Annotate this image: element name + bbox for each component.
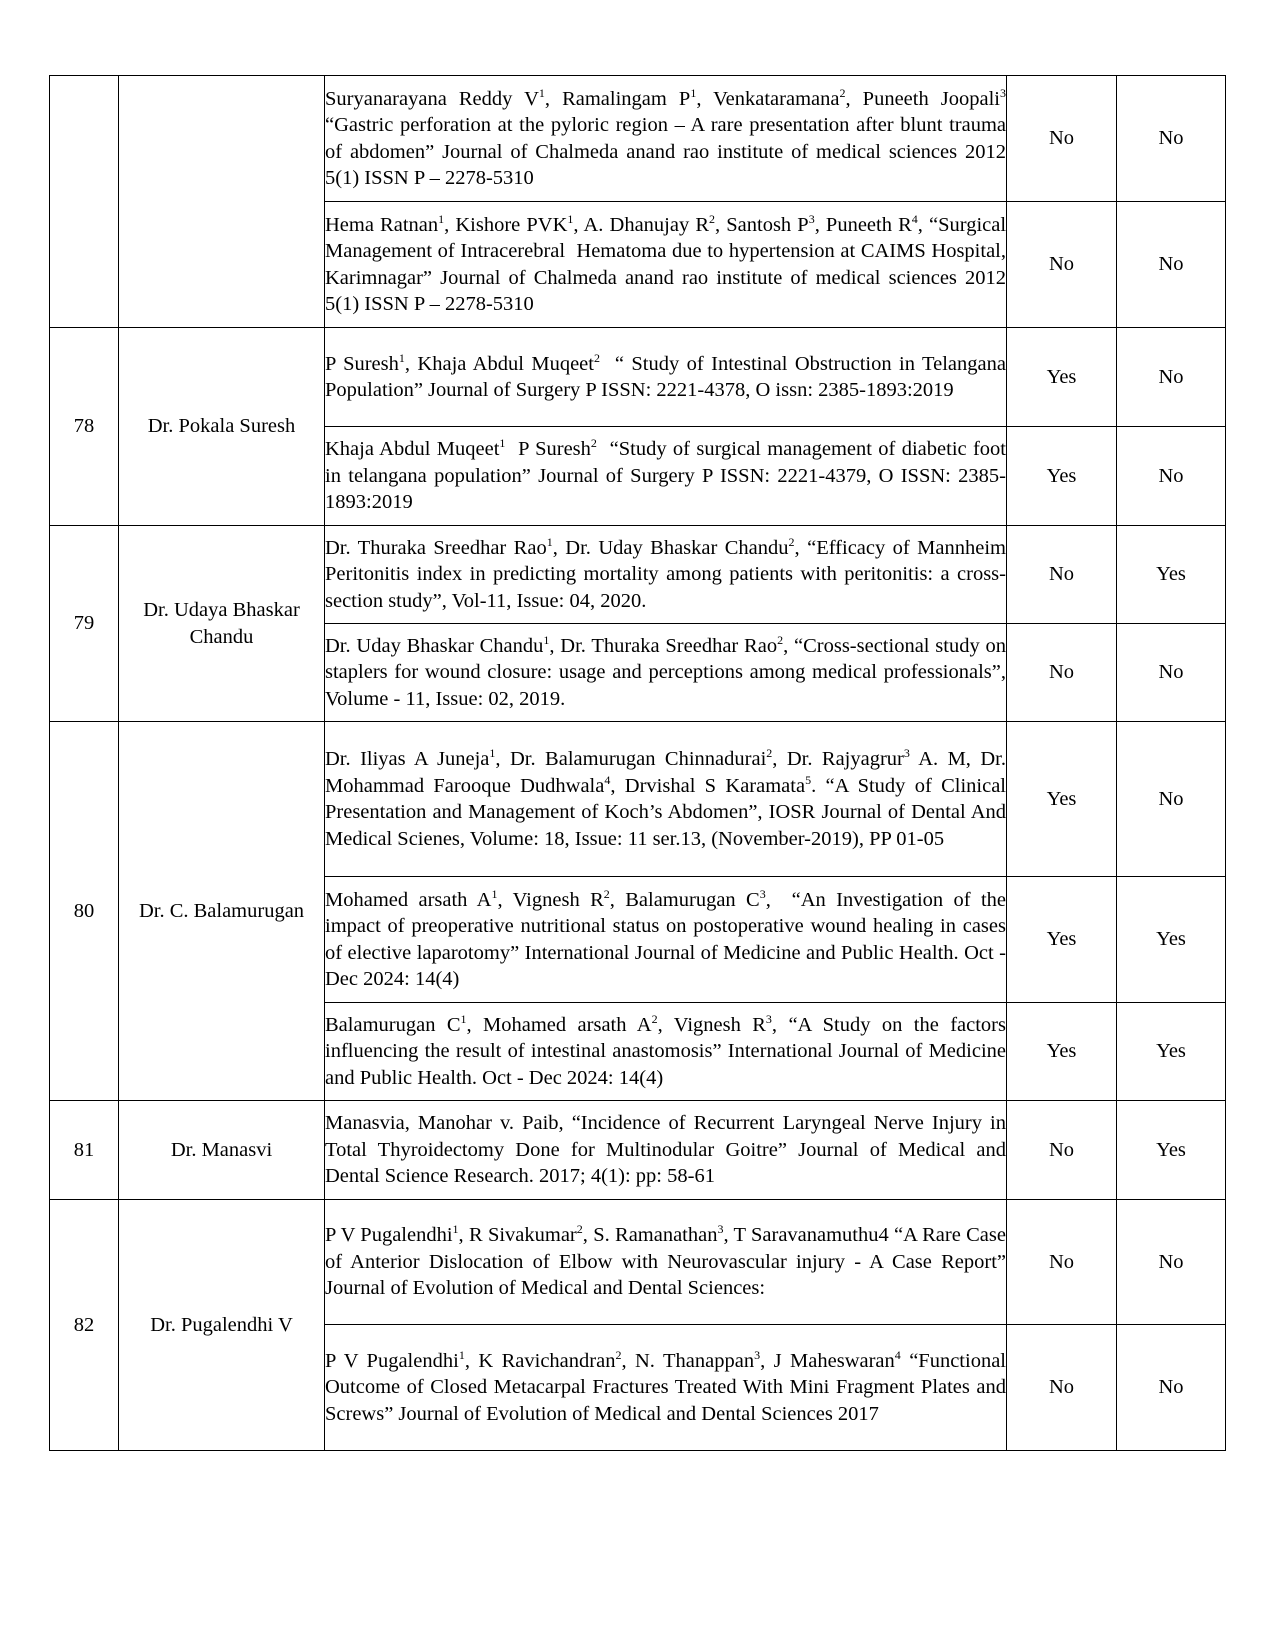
citation-text: , “Cross-sectional study on staplers for wound closure: usage and perceptions among medical professionals”, Volume - 11, Issue: 02, 2019. [325,634,1012,710]
author-affiliation-superscript: 3 [717,1222,724,1237]
publication-citation-cell [325,1003,1012,1101]
author-affiliation-superscript: 2 [651,1011,658,1026]
author-affiliation-superscript: 2 [777,632,784,647]
author-affiliation-superscript: 1 [538,85,545,100]
citation-text: Suryanarayana Reddy V [325,87,539,110]
table-row [50,76,1226,202]
author-affiliation-superscript: 4 [911,211,918,226]
citation-text: P V Pugalendhi [325,1224,453,1247]
citation-text: , “Surgical Management of Intracerebral Hematoma due to hypertension at CAIMS Hospital, Karimnagar” Journal of Chalmeda anand rao institute of medical sciences 2012 5(1) ISSN P – 2278-5310 [325,213,1012,315]
citation-text: Balamurugan C [325,1013,461,1036]
indexing-status-cell-2: Yes [1117,877,1226,1003]
publication-citation-cell [325,722,1012,877]
faculty-name-cell: Dr. Pokala Suresh [119,328,325,526]
indexing-status-cell-1: Yes [1007,877,1117,1003]
citation-text: P Suresh [325,352,399,375]
citation-text: , Balamurugan C [609,888,760,911]
indexing-status-cell-1: Yes [1007,1003,1117,1101]
indexing-status-cell-1: No [1007,526,1117,624]
indexing-status-cell-1: No [1007,202,1117,328]
citation-text: P V Pugalendhi [325,1349,459,1372]
publication-citation-cell [325,526,1012,624]
citation-text: P Suresh [505,438,591,461]
indexing-status-cell-2: No [1117,624,1226,722]
serial-number-cell: 79 [50,526,119,722]
serial-number-cell [50,76,119,328]
publication-citation-cell [325,328,1012,427]
indexing-status-cell-2: No [1117,328,1226,427]
publication-citation-cell [325,76,1017,202]
indexing-status-cell-2: No [1117,76,1226,202]
serial-number-cell: 80 [50,722,119,1101]
author-affiliation-superscript: 2 [709,211,716,226]
faculty-name-cell: Dr. C. Balamurugan [119,722,325,1101]
author-affiliation-superscript: 2 [839,85,846,100]
citation-text: , J Maheswaran [760,1349,895,1372]
citation-text: , Kishore PVK [444,213,568,236]
table-row [50,1200,1226,1325]
author-affiliation-superscript: 1 [491,886,498,901]
indexing-status-cell-1: No [1007,1200,1117,1325]
author-affiliation-superscript: 2 [766,746,773,761]
author-affiliation-superscript: 1 [460,1011,467,1026]
indexing-status-cell-2: No [1117,1325,1226,1451]
citation-text: “ Study of Intestinal Obstruction in Telangana Population” Journal of Surgery P ISSN: 2221-4378, O issn: 2385-1893:2019 [325,352,1012,401]
author-affiliation-superscript: 1 [567,211,574,226]
citation-text: Dr. Thuraka Sreedhar Rao [325,536,547,559]
indexing-status-cell-1: No [1007,76,1117,202]
faculty-name-cell: Dr. Manasvi [119,1101,325,1200]
serial-number-cell: 78 [50,328,119,526]
citation-text: , S. Ramanathan [582,1224,718,1247]
indexing-status-cell-1: Yes [1007,427,1117,526]
citation-text: , R Sivakumar [458,1224,577,1247]
citation-text: Hema Ratnan [325,213,439,236]
publication-citation-cell [325,624,1012,722]
publications-table-body [50,76,1226,1451]
author-affiliation-superscript: 1 [543,632,550,647]
citation-text: A. M, Dr. Mohammad Farooque Dudhwala [325,748,1012,797]
publication-citation-cell [325,427,1012,526]
indexing-status-cell-2: No [1117,1200,1226,1325]
citation-text: , N. Thanappan [621,1349,755,1372]
indexing-status-cell-1: Yes [1007,722,1117,877]
author-affiliation-superscript: 2 [615,1347,622,1362]
publication-citation-cell [325,877,1012,1003]
table-row [50,722,1226,877]
citation-text: , “A Study on the factors influencing the result of intestinal anastomosis” International Journal of Medicine and Public Health. Oct - Dec 2024: 14(4) [325,1013,1012,1089]
citation-text: , Dr. Rajyagrur [772,748,904,770]
citation-text: . “A Study of Clinical Presentation and Management of Koch’s Abdomen”, IOSR Journal of Dental And Medical Scienes, Volume: 18, Issue: 11 ser.13, (November-2019), PP 01-05 [325,774,1012,850]
citation-text: , Dr. Balamurugan Chinnadurai [495,748,767,770]
table-row [50,526,1226,624]
author-affiliation-superscript: 1 [452,1222,459,1237]
author-affiliation-superscript: 3 [759,886,766,901]
author-affiliation-superscript: 2 [593,350,600,365]
indexing-status-cell-2: No [1117,202,1226,328]
author-affiliation-superscript: 3 [1000,85,1007,100]
indexing-status-cell-2: Yes [1117,526,1226,624]
publication-citation-cell [325,202,1012,328]
citation-text: “Functional Outcome of Closed Metacarpal Fractures Treated With Mini Fragment Plates and Screws” Journal of Evolution of Medical and Dental Sciences 2017 [325,1349,1012,1425]
citation-text: Manasvia, Manohar v. Paib, “Incidence of Recurrent Laryngeal Nerve Injury in Total Thyroidectomy Done for Multinodular Goitre” Journal of Medical and Dental Science Research. 2017; 4(1): pp: 58-61 [325,1112,1012,1188]
citation-text: , Venkataramana [696,87,840,110]
author-affiliation-superscript: 1 [499,436,506,451]
author-affiliation-superscript: 2 [576,1222,583,1237]
citation-text: , Santosh P [715,213,809,236]
serial-number-cell: 82 [50,1200,119,1451]
citation-text: , Puneeth Joopali [845,87,1001,110]
author-affiliation-superscript: 2 [788,534,795,549]
table-row [50,1101,1226,1200]
citation-text: “Gastric perforation at the pyloric region – A rare presentation after blunt trauma of abdomen” Journal of Chalmeda anand rao institute of medical sciences 2012 5(1) ISSN P – 2278-5310 [325,87,1017,189]
indexing-status-cell-2: No [1117,722,1226,877]
publication-citation-cell [325,1101,1012,1200]
table-row [50,328,1226,427]
citation-text: Dr. Iliyas A Juneja [325,748,490,770]
citation-text: , A. Dhanujay R [573,213,710,236]
author-affiliation-superscript: 1 [398,350,405,365]
citation-text: , Vignesh R [657,1013,766,1036]
citation-text: , Dr. Thuraka Sreedhar Rao [549,634,778,657]
citation-text: Mohamed arsath A [325,888,492,911]
citation-text: Dr. Uday Bhaskar Chandu [325,634,544,657]
author-affiliation-superscript: 3 [808,211,815,226]
citation-text: , Ramalingam P [544,87,691,110]
indexing-status-cell-1: No [1007,1325,1117,1451]
author-affiliation-superscript: 1 [546,534,553,549]
indexing-status-cell-2: No [1117,427,1226,526]
author-affiliation-superscript: 3 [903,746,910,761]
citation-text: , K Ravichandran [464,1349,616,1372]
citation-text: , T Saravanamuthu4 “A Rare Case of Anterior Dislocation of Elbow with Neurovascular injury - A Case Report” Journal of Evolution of Medical and Dental Sciences: [325,1224,1012,1300]
author-affiliation-superscript: 1 [690,85,697,100]
indexing-status-cell-1: No [1007,1101,1117,1200]
indexing-status-cell-2: Yes [1117,1101,1226,1200]
faculty-name-cell: Dr. Udaya Bhaskar Chandu [119,526,325,722]
citation-text: , “An Investigation of the impact of preoperative nutritional status on postoperative wound healing in cases of elective laparotomy” International Journal of Medicine and Public Health. Oct - Dec 2024: 14(4) [325,888,1012,990]
indexing-status-cell-1: No [1007,624,1117,722]
publication-citation-cell [325,1200,1012,1325]
citation-text: , Drvishal S Karamata [610,774,806,797]
citation-text: , Khaja Abdul Muqeet [404,352,594,375]
author-affiliation-superscript: 5 [805,772,812,787]
author-affiliation-superscript: 1 [489,746,496,761]
author-affiliation-superscript: 4 [894,1347,901,1362]
author-affiliation-superscript: 1 [438,211,445,226]
author-affiliation-superscript: 2 [590,436,597,451]
faculty-name-cell [119,76,325,328]
faculty-name-cell: Dr. Pugalendhi V [119,1200,325,1451]
citation-text: , Vignesh R [497,888,604,911]
citation-text: , Dr. Uday Bhaskar Chandu [552,536,789,559]
indexing-status-cell-2: Yes [1117,1003,1226,1101]
serial-number-cell: 81 [50,1101,119,1200]
citation-text: Khaja Abdul Muqeet [325,438,500,461]
citation-text: , “Efficacy of Mannheim Peritonitis index in predicting mortality among patients with peritonitis: a cross-section study”, Vol-11, Issue: 04, 2020. [325,536,1012,612]
author-affiliation-superscript: 3 [765,1011,772,1026]
author-affiliation-superscript: 3 [754,1347,761,1362]
author-affiliation-superscript: 2 [603,886,610,901]
citation-text: “Study of surgical management of diabetic foot in telangana population” Journal of Surgery P ISSN: 2221-4379, O ISSN: 2385-1893:2019 [325,438,1012,514]
author-affiliation-superscript: 1 [458,1347,465,1362]
citation-text: , Puneeth R [814,213,912,236]
publications-table [49,75,1226,1451]
author-affiliation-superscript: 4 [604,772,611,787]
publication-citation-cell [325,1325,1012,1451]
citation-text: , Mohamed arsath A [466,1013,652,1036]
indexing-status-cell-1: Yes [1007,328,1117,427]
